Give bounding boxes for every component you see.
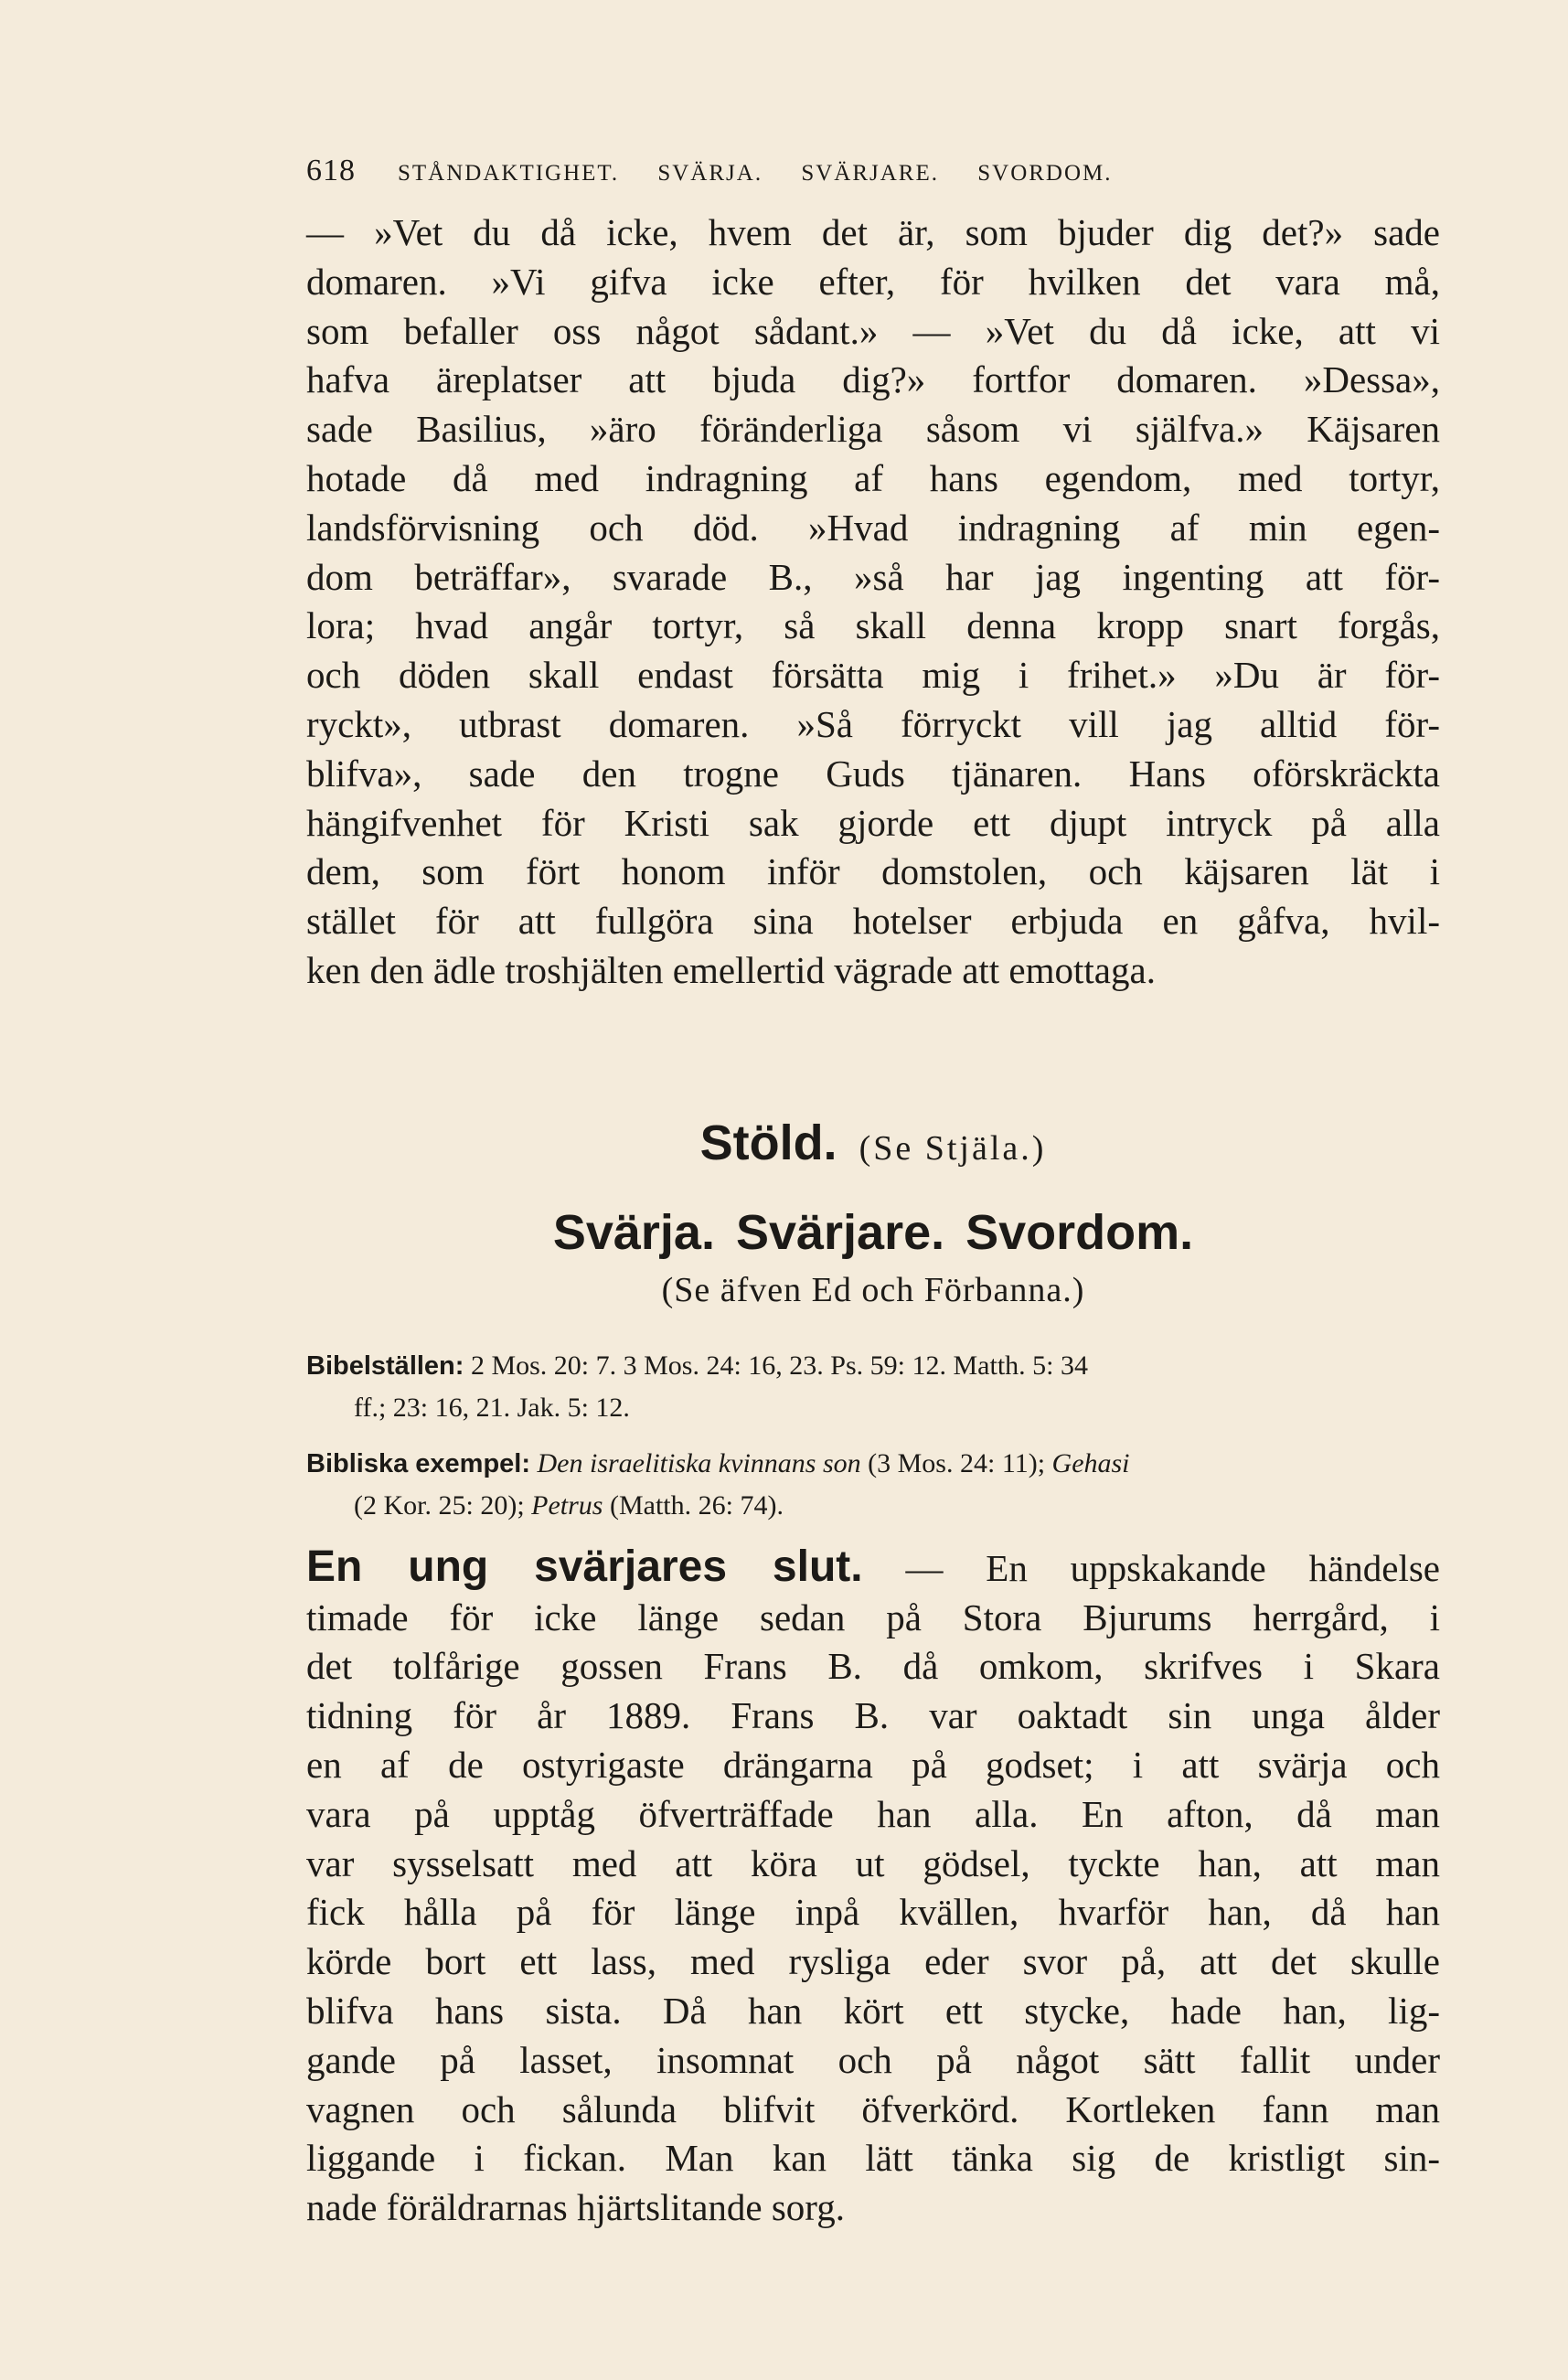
story-title: En ung svärjares slut.	[306, 1542, 863, 1591]
text-line: vara på upptåg öfverträffade han alla. En afton, då man	[306, 1792, 1440, 1835]
example-title: Gehasi	[1051, 1447, 1130, 1478]
text-line: hotade då med indragning af hans egendom, med tortyr,	[306, 456, 1440, 499]
running-head-item: SVORDOM.	[977, 161, 1113, 186]
text-line: fick hålla på för länge inpå kvällen, hvarför han, då han	[306, 1891, 1440, 1934]
text-line: och döden skall endast försätta mig i frihet.» »Du är för-	[306, 654, 1440, 697]
bible-passages-line: 2 Mos. 20: 7. 3 Mos. 24: 16, 23. Ps. 59: 12. Matth. 5: 34	[470, 1350, 1088, 1381]
text-line: timade för icke länge sedan på Stora Bjurums herrgård, i	[306, 1596, 1440, 1638]
running-head-sections	[398, 161, 1144, 187]
section-title-svarja: Svärja. Svärjare. Svordom.	[552, 1204, 1194, 1260]
text-line: som befaller oss något sådant.» — »Vet du då icke, att vi	[306, 309, 1440, 352]
bible-passages	[306, 1345, 1440, 1428]
bible-passages-line: ff.; 23: 16, 21. Jak. 5: 12.	[354, 1392, 630, 1423]
text-line: blifva», sade den trogne Guds tjänaren. Hans oförskräckta	[306, 752, 1440, 795]
running-head	[306, 154, 1440, 208]
text-line: lora; hvad angår tortyr, så skall denna kropp snart forgås,	[306, 604, 1440, 647]
bible-examples	[306, 1443, 1440, 1526]
text-line: hafva äreplatser att bjuda dig?» fortfor domaren. »Dessa»,	[306, 358, 1440, 401]
story-first-line	[306, 1542, 1440, 1594]
example-ref: (2 Kor. 25: 20);	[354, 1489, 525, 1521]
story-paragraph	[306, 1542, 1440, 2233]
text-line: en af de ostyrigaste drängarna på godset; i att svärja och	[306, 1743, 1440, 1786]
bible-references	[306, 1345, 1440, 1526]
example-ref: (3 Mos. 24: 11);	[868, 1447, 1046, 1478]
running-head-item: SVÄRJA.	[657, 161, 763, 186]
text-line: liggande i fickan. Man kan lätt tänka sig de kristligt sin-	[306, 2137, 1440, 2180]
example-title: Den israelitiska kvinnans son	[537, 1447, 861, 1478]
heading-stold	[306, 1115, 1440, 1171]
text-line: landsförvisning och död. »Hvad indragning af min egen-	[306, 506, 1440, 549]
text-line: nade föräldrarnas hjärtslitande sorg.	[306, 2186, 845, 2229]
section-title: Stöld.	[699, 1115, 837, 1170]
text-line: blifva hans sista. Då han kört ett stycke, hade han, lig-	[306, 1989, 1440, 2032]
cross-reference: (Se Stjäla.)	[859, 1128, 1047, 1168]
page-number: 618	[306, 154, 356, 187]
text-line: ryckt», utbrast domaren. »Så förryckt vill jag alltid för-	[306, 702, 1440, 745]
example-ref: (Matth. 26: 74).	[609, 1489, 784, 1521]
running-head-item: STÅNDAKTIGHET.	[398, 161, 620, 186]
bible-passages-label: Bibelställen:	[306, 1350, 464, 1381]
text-line: körde bort ett lass, med rysliga eder svor på, att det skulle	[306, 1940, 1440, 1983]
text-line: ken den ädle troshjälten emellertid vägrade att emottaga.	[306, 948, 1156, 991]
running-head-item: SVÄRJARE.	[801, 161, 939, 186]
text-line: sade Basilius, »äro föränderliga såsom vi själfva.» Käjsaren	[306, 408, 1440, 451]
text-line: det tolfårige gossen Frans B. då omkom, skrifves i Skara	[306, 1645, 1440, 1688]
text-line: dom beträffar», svarade B., »så har jag ingenting att för-	[306, 555, 1440, 598]
page-content	[306, 154, 1440, 2233]
text-line: stället för att fullgöra sina hotelser erbjuda en gåfva, hvil-	[306, 900, 1440, 943]
text-fragment: — En uppskakande händelse	[905, 1546, 1440, 1589]
text-line: tidning för år 1889. Frans B. var oaktadt sin unga ålder	[306, 1694, 1440, 1737]
text-line: domaren. »Vi gifva icke efter, för hvilken det vara må,	[306, 260, 1440, 303]
opening-paragraph	[306, 208, 1440, 996]
bible-examples-label: Bibliska exempel:	[306, 1448, 530, 1478]
text-line: vagnen och sålunda blifvit öfverkörd. Kortleken fann man	[306, 2087, 1440, 2130]
text-line: var sysselsatt med att köra ut gödsel, tyckte han, att man	[306, 1841, 1440, 1884]
see-also-reference: (Se äfven Ed och Förbanna.)	[661, 1270, 1085, 1309]
example-title: Petrus	[531, 1489, 603, 1521]
text-line: hängifvenhet för Kristi sak gjorde ett djupt intryck på alla	[306, 801, 1440, 844]
text-line: gande på lasset, insomnat och på något sätt fallit under	[306, 2038, 1440, 2081]
text-line: dem, som fört honom inför domstolen, och käjsaren lät i	[306, 850, 1440, 893]
text-line: — »Vet du då icke, hvem det är, som bjuder dig det?» sade	[306, 211, 1440, 253]
